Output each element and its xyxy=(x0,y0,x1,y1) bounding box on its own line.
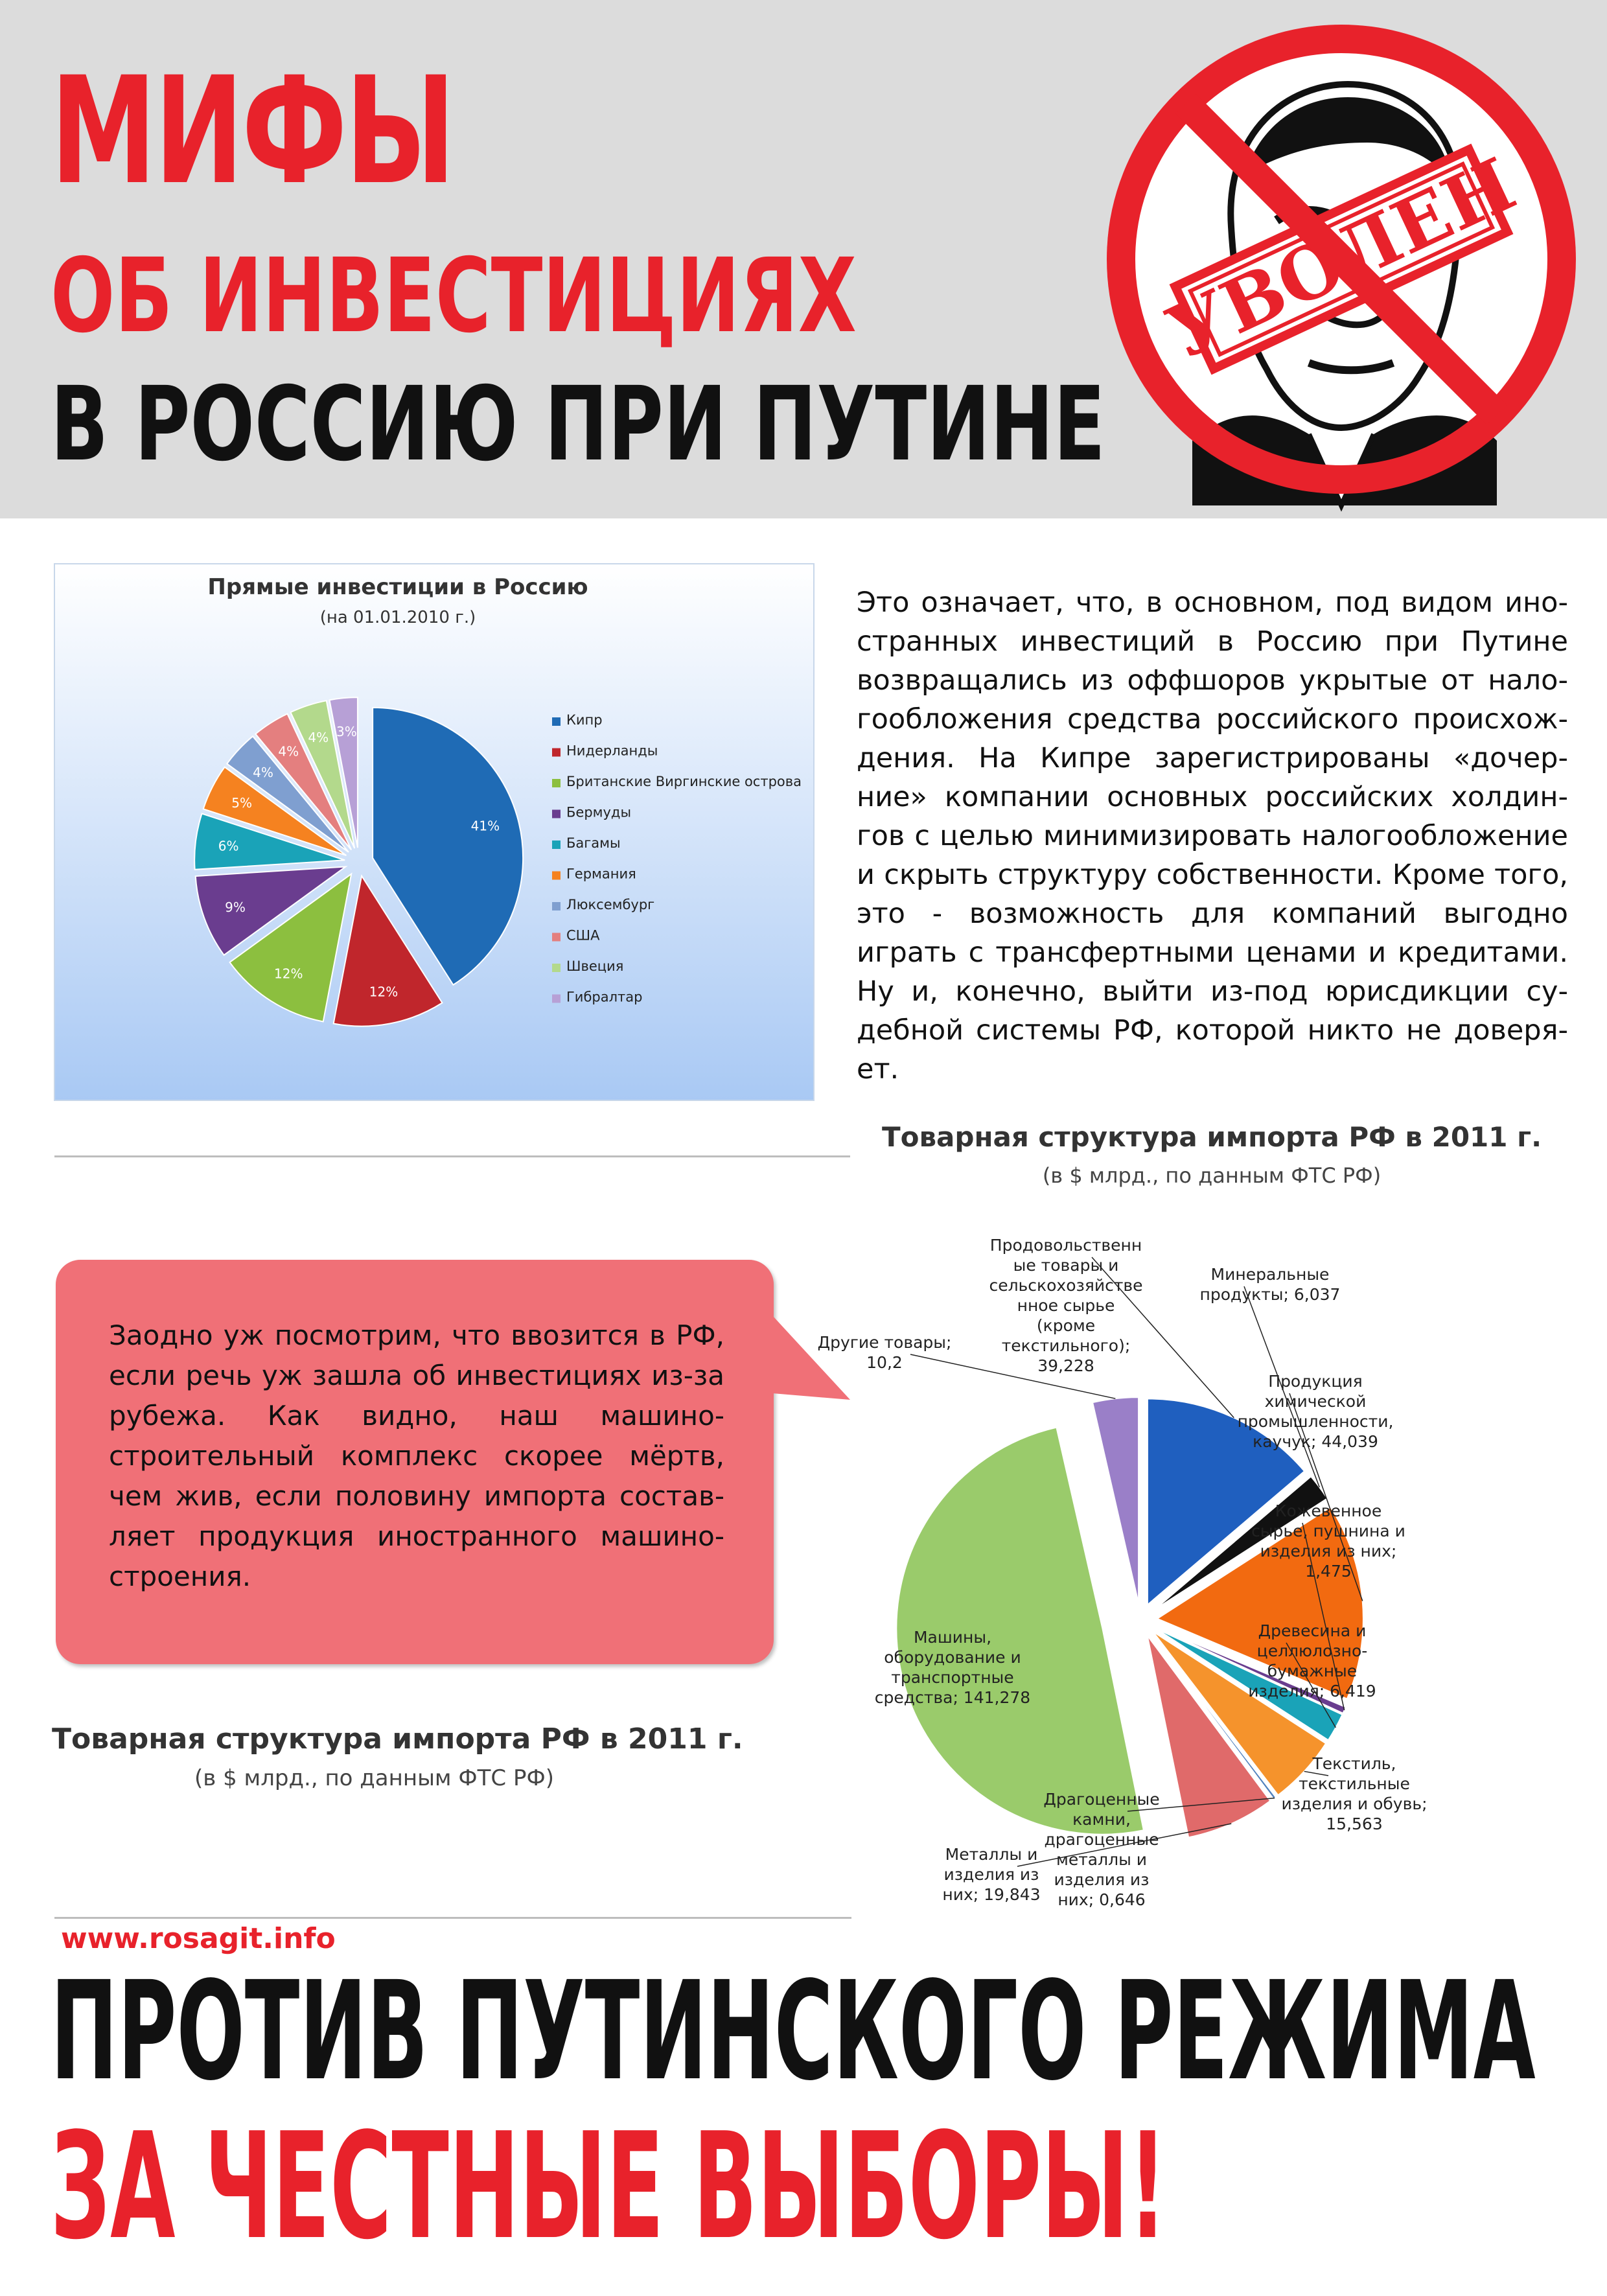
legend-swatch xyxy=(552,964,561,972)
legend-swatch xyxy=(552,933,561,942)
slice-label: Минеральные продукты; 6,037 xyxy=(1199,1265,1341,1304)
chart-subtitle: (на 01.01.2010 г.) xyxy=(319,608,476,627)
slice-percent-label: 3% xyxy=(336,723,357,739)
slice-label: Кожевенное сырье, пушнина и изделия из них; 1,475 xyxy=(1251,1502,1405,1581)
slogan-against-regime: ПРОТИВ ПУТИНСКОГО РЕЖИМА xyxy=(51,1952,1536,2111)
headline-investments: ОБ ИНВЕСТИЦИЯХ xyxy=(51,237,857,356)
legend-entry: США xyxy=(566,927,600,944)
site-url: www.rosagit.info xyxy=(61,1922,336,1955)
slice-percent-label: 12% xyxy=(274,966,303,982)
headline-myths: МИФЫ xyxy=(51,45,454,217)
slice-label: Древесина и целлюлозно-бумажные изделия; 6,419 xyxy=(1248,1621,1376,1700)
slice-label: Продукция химической промышленности, каучук; 44,039 xyxy=(1237,1372,1394,1451)
article-paragraph: Это означает, что, в основном, под видом иностранных инвестиций в Россию при Путине возвращались из оффшоров укрытые от налогообложения средства российского происхождения. На Кипре зарегистрированы «дочерние» компании основных российских холдингов с целью минимизировать налогообложение и скрыть структуру собственности. Кроме того, это - возможность для компаний выгодно играть с трансфертными ценами и кредитами. Ну и, конечно, выйти из-под юрисдикции судебной системы РФ, которой никто не доверяет. xyxy=(857,586,1568,1085)
divider xyxy=(54,1155,850,1157)
legend-entry: Багамы xyxy=(566,835,621,851)
legend-entry: Нидерланды xyxy=(566,743,658,759)
legend-entry: Германия xyxy=(566,866,636,882)
slice-percent-label: 6% xyxy=(218,838,239,854)
legend-swatch xyxy=(552,995,561,1003)
slice-percent-label: 9% xyxy=(225,899,246,915)
slice-percent-label: 4% xyxy=(308,729,329,745)
slice-percent-label: 4% xyxy=(278,743,299,760)
slice-percent-label: 4% xyxy=(253,765,273,781)
pie-slice xyxy=(1093,1397,1139,1603)
legend-swatch xyxy=(552,779,561,787)
legend-entry: Люксембург xyxy=(566,897,655,912)
slice-label: Продовольственн ые товары и сельскохозяйстве нное сырье (кроме текстильного); 39,228 xyxy=(989,1236,1143,1375)
chart-title: Прямые инвестиции в Россию xyxy=(207,574,588,600)
headline-russia-putin: В РОССИЮ ПРИ ПУТИНЕ xyxy=(51,365,1105,484)
legend-swatch xyxy=(552,748,561,757)
slice-percent-label: 12% xyxy=(369,984,399,1000)
slice-label: Машины, оборудование и транспортные средства; 141,278 xyxy=(874,1628,1031,1707)
slice-label: Драгоценные камни, драгоценные металлы и изделия из них; 0,646 xyxy=(1043,1790,1160,1909)
legend-swatch xyxy=(552,717,561,726)
legend-swatch xyxy=(552,810,561,818)
legend-entry: Бермуды xyxy=(566,804,632,820)
legend-swatch xyxy=(552,902,561,910)
legend-entry: Гибралтар xyxy=(566,989,643,1005)
investments-pie-chart xyxy=(54,564,814,1100)
slice-label: Другие товары; 10,2 xyxy=(817,1333,952,1372)
import-pie-chart xyxy=(817,1231,1594,1938)
legend-entry: Швеция xyxy=(566,958,624,974)
fired-emblem xyxy=(1095,13,1588,505)
slice-percent-label: 41% xyxy=(470,818,500,834)
import-chart-subtitle: (в $ млрд., по данным ФТС РФ) xyxy=(1042,1163,1382,1188)
legend-swatch xyxy=(552,872,561,880)
slice-label: Металлы и изделия из них; 19,843 xyxy=(942,1845,1041,1904)
import-caption-title: Товарная структура импорта РФ в 2011 г. xyxy=(52,1722,743,1756)
bubble-text: Заодно уж посмотрим, что ввозится в РФ, если речь уж зашла об инвестициях из-за рубежа. Как видно, наш машиностроительный комплекс скорее мёртв, чем жив, если половину импорта составляет продукция иностранного машиностроения. xyxy=(109,1319,724,1592)
slice-percent-label: 5% xyxy=(231,794,253,811)
legend-entry: Британские Виргинские острова xyxy=(566,774,802,789)
divider xyxy=(54,1917,851,1919)
slice-label: Текстиль, текстильные изделия и обувь; 15,563 xyxy=(1281,1754,1428,1833)
legend-swatch xyxy=(552,841,561,849)
legend-entry: Кипр xyxy=(566,712,603,728)
speech-bubble-tail xyxy=(772,1309,857,1406)
import-chart-title: Товарная структура импорта РФ в 2011 г. xyxy=(881,1121,1542,1153)
slogan-fair-elections: ЗА ЧЕСТНЫЕ ВЫБОРЫ! xyxy=(51,2102,1167,2272)
import-caption-subtitle: (в $ млрд., по данным ФТС РФ) xyxy=(194,1765,555,1791)
